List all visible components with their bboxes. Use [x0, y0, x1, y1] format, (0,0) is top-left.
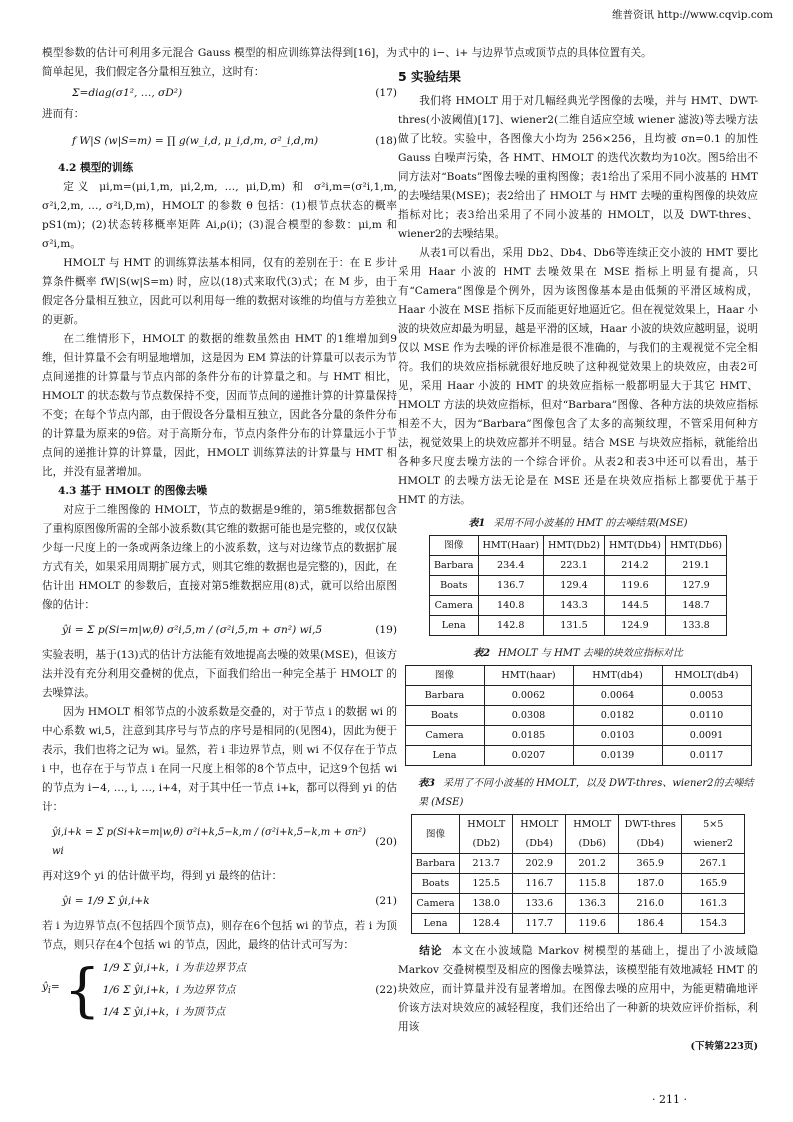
table-row — [411, 874, 745, 894]
header-cell: HMT(Db6) — [666, 536, 727, 556]
table-row — [405, 686, 751, 706]
equation-body: ŷi = 1/9 Σ ŷi,i+k — [62, 895, 150, 907]
conclusion-text: 本文在小波域隐 Markov 树模型的基础上，提出了小波域隐 Markov 交叠树模型及相应的图像去噪算法，该模型能有效地减轻 HMT 的块效应，而计算量并没有显著增加。在图像去噪的应用中，为能更精确地评价该方法对块效应的减轻程度，我们还给出了一种新的块效应评价指标，利用该 — [398, 945, 758, 1033]
cell: 131.5 — [543, 616, 604, 636]
paragraph: 式中的 i−、i+ 与边界节点或顶节点的具体位置有关。 — [398, 47, 652, 59]
cell: Boats — [411, 874, 460, 894]
cell: 0.0207 — [484, 746, 573, 766]
header-cell: HMOLT (Db6) — [566, 815, 619, 854]
cell: 365.9 — [619, 854, 682, 874]
cell: Lena — [405, 746, 484, 766]
cell: 216.0 — [619, 894, 682, 914]
table-row — [405, 726, 751, 746]
equation-number: (18) — [375, 135, 397, 147]
cell: 115.8 — [566, 874, 619, 894]
cell: 119.6 — [604, 576, 665, 596]
table-caption — [398, 774, 758, 812]
brace-icon: { — [63, 956, 101, 1024]
cell: Barbara — [429, 556, 478, 576]
cell: 116.7 — [513, 874, 566, 894]
cell: Barbara — [405, 686, 484, 706]
cell: Barbara — [411, 854, 460, 874]
table-row — [429, 616, 726, 636]
cell: 117.7 — [513, 914, 566, 934]
table-row — [429, 596, 726, 616]
paragraph: 我们将 HMOLT 用于对几幅经典光学图像的去噪，并与 HMT、DWT-thres(小波阈值)[17]、wiener2(二维自适应空域 wiener 滤波)等去噪方法做了比较。实验中，各图像大小均为 256×256，且均被 σn=0.1 的加性 Gauss 白噪声污染，各 HMT、HMOLT 的迭代次数均为10次。图5给出不同方法对“Boats”图像去噪的重构图像；表1给出了采用不同小波基的 HMT 的去噪结果(MSE)；表2给出了 HMOLT 与 HMT 去噪的重构图像的块效应指标对比；表3给出采用了不同小波基的 HMOLT，以及 DWT-thres、wiener2的去噪结果。 — [398, 95, 758, 240]
cell: 186.4 — [619, 914, 682, 934]
cell: 214.2 — [604, 556, 665, 576]
cell: 201.2 — [566, 854, 619, 874]
cell: 187.0 — [619, 874, 682, 894]
cell: Boats — [429, 576, 478, 596]
cell: 138.0 — [460, 894, 513, 914]
table-row — [429, 556, 726, 576]
header-cell: 图像 — [405, 666, 484, 686]
section-heading: 4.2 模型的训练 — [58, 162, 134, 174]
table-caption — [398, 514, 758, 533]
section-heading: 4.3 基于 HMOLT 的图像去噪 — [58, 485, 208, 497]
paragraph: 从表1可以看出，采用 Db2、Db4、Db6等连续正交小波的 HMT 要比采用 Haar 小波的 HMT 去噪效果在 MSE 指标上明显有提高，只有“Camera”图像是个例外，因为该图像基本是由低频的平滑区域构成，Haar 小波在 MSE 指标下反而能更好地逼近它。但在视觉效果上，Haar 小波的块效应却最为明显，越是平滑的区域，Haar 小波的块效应越明显，说明仅以 MSE 作为去噪的评价标准是很不准确的，与我们的主观视觉不完全相符。我们的块效应指标就很好地反映了这种视觉效果上的块效应，由表2可见，采用 Haar 小波的 HMT 的块效应指标一般都明显大于其它 HMT、HMOLT 方法的块效应指标，但对“Barbara”图像、各种方法的块效应指标相差不大，因为“Barbara”图像包含了太多的高频纹理，不管采用何种方法，视觉效果上的块效应都并不明显。结合 MSE 与块效应指标，就能给出各种多尺度去噪方法的一个综合评价。从表2和表3中还可以看出，基于 HMOLT 的去噪方法无论是在 MSE 还是在块效应指标上都要优于基于 HMT 的方法。 — [398, 247, 758, 506]
table-2 — [405, 665, 752, 766]
table-title: 采用了不同小波基的 HMOLT，以及 DWT-thres、wiener2的去噪结果 (MSE) — [418, 778, 754, 808]
table-label: 表3 — [418, 778, 435, 789]
paragraph: 在二维情形下，HMOLT 的数据的维数虽然由 HMT 的1维增加到9维，但计算量不会有明显地增加，这是因为 EM 算法的计算量可以表示为节点间递推的计算量与节点内部的条件分布的计算量之和。与 HMT 相比，HMOLT 的状态数与节点数保持不变，因而节点间的递推计算的计算量保持不变；在每个节点内部，由于假设各分量相互独立，因此各分量的条件分布的计算量为原来的9倍。对于高斯分布，节点内条件分布的计算量远小于节点间的递推计算的计算量，因此，HMOLT 训练算法的计算量与 HMT 相比，并没有显著增加。 — [42, 333, 397, 478]
cell: 127.9 — [666, 576, 727, 596]
table-3 — [411, 814, 746, 934]
header-cell: 5×5 wiener2 — [682, 815, 745, 854]
equation-body: ŷi,i+k = Σ p(Si+k=m|w,θ) σ²i+k,5−k,m / (σ²i+k,5−k,m + σn²) wi — [52, 827, 367, 857]
equation-18 — [42, 132, 397, 151]
table-row — [411, 914, 745, 934]
cell: Camera — [411, 894, 460, 914]
cell: 0.0091 — [662, 726, 751, 746]
paragraph: 模型参数的估计可利用多元混合 Gauss 模型的相应训练算法得到[16]，为简单起见，我们假定各分量相互独立，这时有： — [42, 47, 397, 78]
right-column — [398, 44, 758, 1056]
cell: 161.3 — [682, 894, 745, 914]
cell: 213.7 — [460, 854, 513, 874]
cell: 136.3 — [566, 894, 619, 914]
header-cell: HMT(Haar) — [478, 536, 543, 556]
equation-body: ŷi = Σ p(Si=m|w,θ) σ²i,5,m / (σ²i,5,m + σn²) wi,5 — [62, 624, 323, 636]
cell: 129.4 — [543, 576, 604, 596]
equation-number: (22) — [375, 983, 397, 996]
left-column — [42, 44, 397, 1025]
cell: 0.0110 — [662, 706, 751, 726]
equation-22 — [42, 957, 397, 1023]
section-title: 5 实验结果 — [398, 69, 462, 84]
equation-number: (19) — [375, 624, 397, 636]
cell: Boats — [405, 706, 484, 726]
equation-21 — [42, 892, 397, 911]
cell: 133.8 — [666, 616, 727, 636]
paragraph: 若 i 为边界节点(不包括四个顶节点)，则存在6个包括 wi 的节点，若 i 为顶节点，则只存在4个包括 wi 的节点，因此，最终的估计式可写为： — [42, 920, 397, 951]
equation-19 — [42, 621, 397, 640]
header-cell: HMT(db4) — [573, 666, 662, 686]
table-row — [411, 854, 745, 874]
table-1 — [429, 535, 727, 636]
case-line: 1/9 Σ ŷi,i+k，i 为非边界节点 — [102, 962, 247, 974]
cell: 223.1 — [543, 556, 604, 576]
equation-17 — [42, 84, 397, 103]
cell: 0.0053 — [662, 686, 751, 706]
table-label: 表1 — [468, 518, 486, 529]
cell: 0.0117 — [662, 746, 751, 766]
table-title: 采用不同小波基的 HMT 的去噪结果(MSE) — [493, 518, 688, 529]
cell: 142.8 — [478, 616, 543, 636]
case-line: 1/6 Σ ŷi,i+k，i 为边界节点 — [102, 984, 236, 996]
table-row — [429, 576, 726, 596]
cell: 0.0185 — [484, 726, 573, 746]
cell: Camera — [405, 726, 484, 746]
table-row — [405, 746, 751, 766]
equation-number: (21) — [375, 895, 397, 907]
paragraph: 因为 HMOLT 相邻节点的小波系数是交叠的，对于节点 i 的数据 wi 的中心系数 wi,5，注意到其序号与节点的序号是相同的(见图4)，因此为便于表示，我们也将之记为 wi。显然，若 i 非边界节点，则 wi 不仅存在于节点 i 中，也存在于与节点 i 在同一尺度上相邻的8个节点中，记这9个包括 wi 的节点为 i−4, …, i, …, i+4，对于其中任一节点 i+k，都可以得到 yi 的估计： — [42, 706, 397, 813]
cell: Lena — [411, 914, 460, 934]
table-title: HMOLT 与 HMT 去噪的块效应指标对比 — [498, 648, 683, 659]
cell: 125.5 — [460, 874, 513, 894]
cell: 154.3 — [682, 914, 745, 934]
paragraph: 进而有： — [42, 108, 85, 120]
equation-lhs: $ŷ_i=$ — [42, 981, 60, 997]
conclusion — [398, 942, 758, 1037]
cell: Camera — [429, 596, 478, 616]
cell: 148.7 — [666, 596, 727, 616]
cell: 128.4 — [460, 914, 513, 934]
equation-number: (20) — [375, 835, 397, 848]
cases-block — [42, 957, 246, 1023]
equation-number: (17) — [375, 87, 397, 99]
cell: 234.4 — [478, 556, 543, 576]
cell: 0.0062 — [484, 686, 573, 706]
cell: Lena — [429, 616, 478, 636]
header-cell: HMOLT (Db2) — [460, 815, 513, 854]
cell: 119.6 — [566, 914, 619, 934]
cell: 144.5 — [604, 596, 665, 616]
cell: 0.0103 — [573, 726, 662, 746]
paragraph: 实验表明，基于(13)式的估计方法能有效地提高去噪的效果(MSE)，但该方法并没有充分利用交叠树的优点，下面我们给出一种完全基于 HMOLT 的去噪算法。 — [42, 649, 397, 699]
page-number: · 211 · — [652, 1093, 687, 1106]
cell: 133.6 — [513, 894, 566, 914]
cell: 202.9 — [513, 854, 566, 874]
paragraph: 定义 μi,m=(μi,1,m, μi,2,m, …, μi,D,m) 和 σ²i,m=(σ²i,1,m, σ²i,2,m, …, σ²i,D,m)，HMOLT 的参数 θ 包括：(1)根节点状态的概率 pS1(m)；(2)状态转移概率矩阵 Ai,ρ(i)；(3)混合模型的参数：μi,m 和 σ²i,m。 — [42, 181, 397, 250]
table-row — [405, 706, 751, 726]
cell: 136.7 — [478, 576, 543, 596]
header-cell: HMOLT (Db4) — [513, 815, 566, 854]
paragraph: 再对这9个 yi 的估计做平均，得到 yi 最终的估计： — [42, 870, 283, 882]
cell: 124.9 — [604, 616, 665, 636]
equation-body: Σ=diag(σ1², …, σD²) — [72, 87, 183, 99]
table-label: 表2 — [473, 648, 491, 659]
table-row — [411, 894, 745, 914]
equation-20 — [42, 823, 397, 861]
cell: 0.0064 — [573, 686, 662, 706]
case-line: 1/4 Σ ŷi,i+k，i 为顶节点 — [102, 1006, 226, 1018]
conclusion-label: 结论 — [419, 945, 443, 957]
cell: 219.1 — [666, 556, 727, 576]
page-header: 维普资讯 http://www.cqvip.com — [611, 9, 773, 21]
cell: 0.0308 — [484, 706, 573, 726]
cell: 0.0139 — [573, 746, 662, 766]
paragraph: 对应于二维图像的 HMOLT，节点的数据是9维的，第5维数据都包含了重构原图像所需的全部小波系数(其它维的数据可能也是完整的，或仅仅缺少每一尺度上的一条或两条边缘上的小波系数，这与对边缘节点的数据扩展方式有关，如果采用周期扩展方式，则其它维的数据也是完整的)，因此，在估计出 HMOLT 的参数后，直接对第5维数据应用(8)式，就可以给出原图像的估计： — [42, 504, 397, 611]
cell: 143.3 — [543, 596, 604, 616]
paragraph: HMOLT 与 HMT 的训练算法基本相同，仅有的差别在于：在 E 步计算条件概率 fW|S(w|S=m) 时，应以(18)式来取代(3)式；在 M 步，由于假定各分量相互独立，因此可以利用每一维的数据对该维的均值与方差独立的更新。 — [42, 257, 397, 326]
header-cell: HMT(Db4) — [604, 536, 665, 556]
continuation-note: (下转第223页) — [690, 1041, 758, 1052]
table-caption — [398, 644, 758, 663]
cell: 140.8 — [478, 596, 543, 616]
header-cell: HMT(Db2) — [543, 536, 604, 556]
equation-body: f W|S (w|S=m) = ∏ g(w_i,d, μ_i,d,m, σ²_i,d,m) — [72, 135, 319, 147]
cell: 267.1 — [682, 854, 745, 874]
header-cell: DWT-thres (Db4) — [619, 815, 682, 854]
cell: 0.0182 — [573, 706, 662, 726]
header-cell: 图像 — [411, 815, 460, 854]
header-cell: HMOLT(db4) — [662, 666, 751, 686]
cell: 165.9 — [682, 874, 745, 894]
header-cell: HMT(haar) — [484, 666, 573, 686]
header-cell: 图像 — [429, 536, 478, 556]
